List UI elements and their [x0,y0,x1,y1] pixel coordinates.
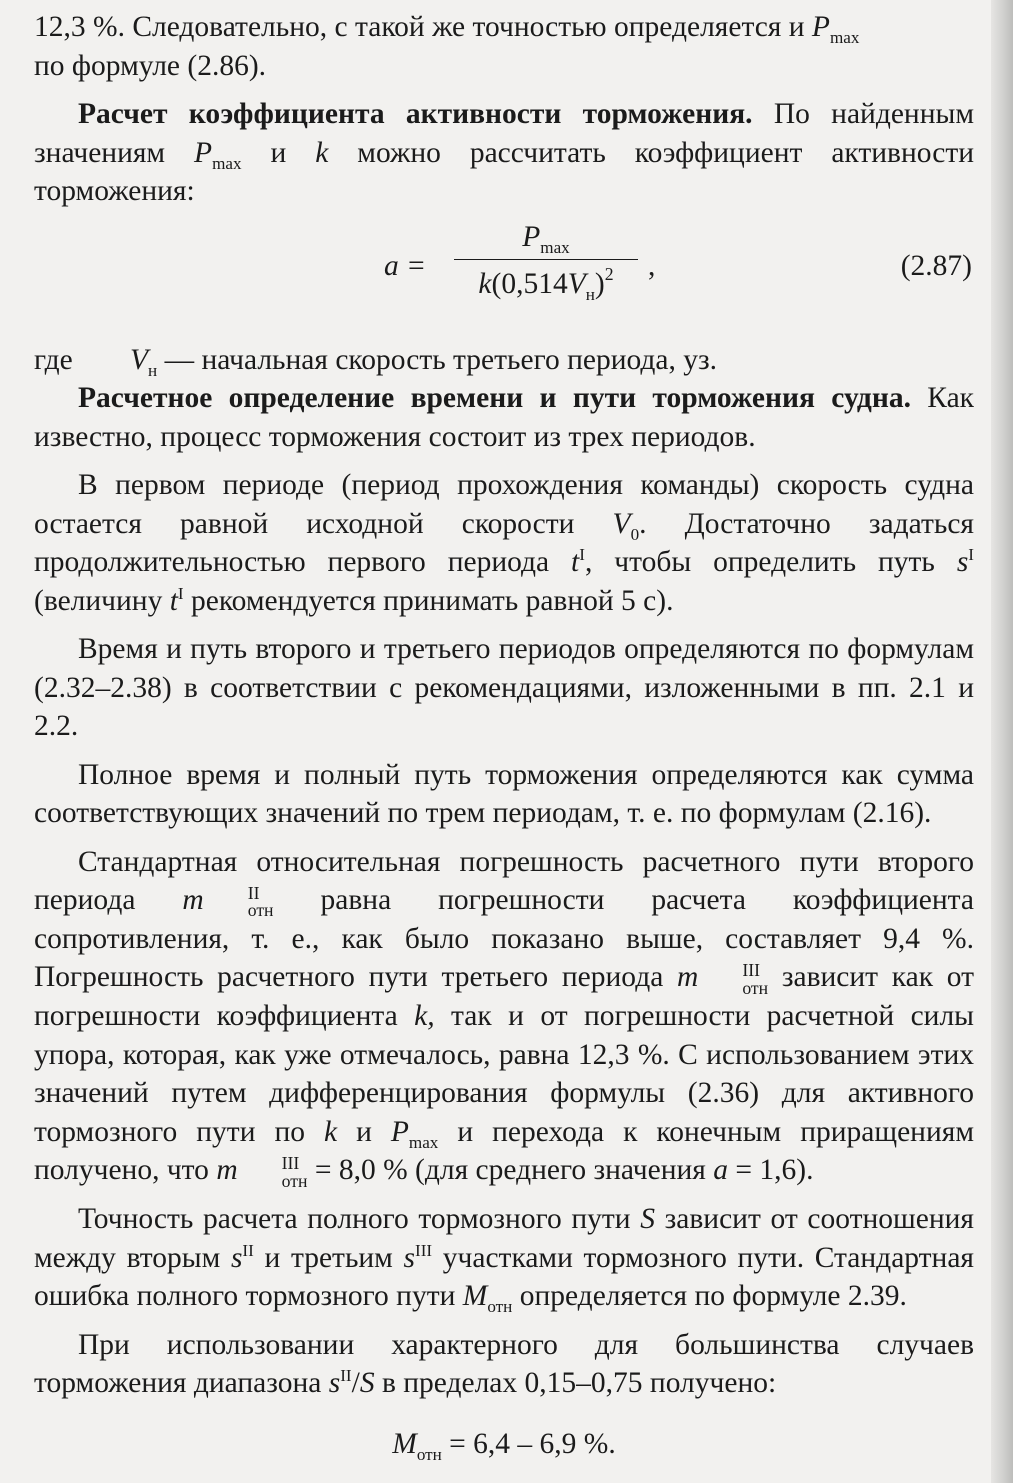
text: = 8,0 % (для среднего значения [307,1154,714,1187]
var-a: a [713,1154,728,1187]
text: и [337,1115,391,1148]
text: Полное время и полный путь торможения определяются как сумма соответствующих значений по трем периодам, т. е. по формулам (2.16). [34,758,974,829]
sup-iii: III [415,1240,433,1260]
paragraph-6 [34,756,974,833]
var-p: P [811,11,830,43]
text: равна погрешности расчета коэффициента сопротивления, т. е., как было показано выше, составляет 9,4 %. Погрешность расчетного пути третьего периода [34,884,975,994]
sub-max: max [212,153,242,173]
var-m: m [182,884,204,916]
section-heading: Расчет коэффициента активности торможения. [78,98,753,130]
text: Время и путь второго и третьего периодов определяются по формулам (2.32–2.38) в соответствии с рекомендациями, изложенными в пп. 2.1 и 2.2. [34,633,974,742]
sub-otn: отн [247,900,274,921]
sup-ii: II [340,1366,352,1386]
paragraph-3 [34,379,974,456]
text: В первом периоде (период прохождения команды) скорость судна остается равной исходной скорости [34,469,974,540]
denominator [454,264,638,307]
equation-number: (2.87) [900,249,972,282]
var-v: V [612,507,631,540]
den-open: (0,514 [491,267,568,300]
var-s-cap: S [640,1203,655,1236]
m-indices [238,1152,308,1191]
var-p: P [194,136,213,169]
section-heading: Расчетное определение времени и пути торможения судна. [78,382,911,414]
text: Как известно, процесс торможения состоит из трех периодов. [34,382,974,453]
text: При использовании характерного для большинства случаев торможения диапазона [34,1328,974,1400]
text: 12,3 %. Следовательно, с такой же точностью определяется и [34,11,812,43]
equation-2-87 [34,217,974,335]
sup-ii: II [242,1240,254,1260]
m-indices [698,959,769,998]
sub-otn: отн [281,1170,308,1191]
var-s: s [230,1241,243,1274]
var-p: P [390,1115,409,1148]
paragraph-5 [34,630,974,746]
var-v: V [567,267,586,300]
slash: / [351,1367,360,1400]
text: — начальная скорость третьего периода, уз. [157,343,718,376]
var-s: s [956,546,969,578]
sup-ii: II [247,882,260,903]
var-k: k [324,1115,338,1148]
where-label: где [34,343,73,376]
var-m-cap: M [392,1427,417,1460]
sub-max: max [408,1132,439,1152]
sub-otn: отн [742,977,769,998]
text: определяется по формуле 2.39. [512,1280,907,1313]
sub-n: н [585,284,595,304]
var-s: s [403,1241,416,1274]
numerator [454,217,638,257]
paragraph-8 [34,1200,974,1316]
equation-lhs [384,247,426,286]
var-s-cap: S [359,1367,375,1400]
text: Стандартная относительная погрешность расчетного пути второго периода [34,845,974,916]
text: , чтобы определить путь [584,546,957,578]
text: (величину [34,584,170,617]
den-close: ) [594,267,605,300]
sup-iii: III [281,1152,300,1173]
book-page [34,8,974,1463]
text: . Достаточно задаться продолжительностью первого периода [34,507,974,578]
sub-otn: отн [487,1297,513,1317]
sub-max: max [829,27,860,47]
var-m-cap: M [462,1280,488,1313]
text: рекомендуется принимать равной 5 с). [183,584,674,617]
paragraph-4 [34,466,974,620]
paragraph-2 [34,95,974,211]
text: = 6,4 – 6,9 %. [441,1427,616,1460]
sup-i: I [177,583,184,603]
fraction-bar [454,259,638,260]
var-m: m [677,961,699,994]
text: так и от погрешности расчетной силы упора, которая, как уже отмечалось, равна 12,3 %. С использованием этих значений путем дифференцирования формулы (2.36) для активного тормозного пути по [34,1000,974,1148]
m-indices [204,882,274,921]
text: По найденным значениям [34,98,974,169]
text: зависит как от погрешности коэффициента [34,961,974,1033]
text: по формуле (2.86). [34,49,267,82]
paragraph-9 [34,1326,974,1403]
text: в пределах 0,15–0,75 получено: [374,1367,777,1400]
sup-i: I [968,545,974,565]
var-k: k [478,267,492,300]
lhs-text: a = [384,249,427,282]
text: зависит от соотношения между вторым [34,1203,974,1274]
text: и [241,136,316,169]
var-k: k [315,136,329,169]
var-t: t [571,546,580,578]
text: = 1,6). [728,1154,814,1187]
var-s: s [328,1367,341,1400]
sub-0: 0 [630,524,640,544]
page-edge-shadow [991,0,1013,1483]
paragraph-1 [34,8,974,85]
var-p: P [522,220,541,253]
sup-iii: III [742,959,760,980]
sub-max: max [540,237,570,257]
var-v: V [130,343,149,376]
sub-n: н [148,360,158,380]
text: Точность расчета полного тормозного пути [78,1203,641,1236]
var-k: k, [414,1000,435,1033]
equation-fraction [454,217,638,307]
sub-otn: отн [416,1444,442,1464]
var-t: t [169,584,178,617]
text: участками тормозного пути. Стандартная ошибка полного тормозного пути [34,1241,974,1313]
power-2: 2 [604,264,614,285]
text: и третьим [253,1241,404,1274]
paragraph-7 [34,843,974,1191]
equation-comma: , [648,249,656,282]
where-line [34,341,974,380]
sup-i: I [579,545,585,565]
text: можно рассчитать коэффициент активности торможения: [34,136,975,207]
var-m: m [216,1154,238,1187]
text: и перехода к конечным приращениям получено, что [34,1115,974,1187]
final-equation [34,1425,974,1464]
